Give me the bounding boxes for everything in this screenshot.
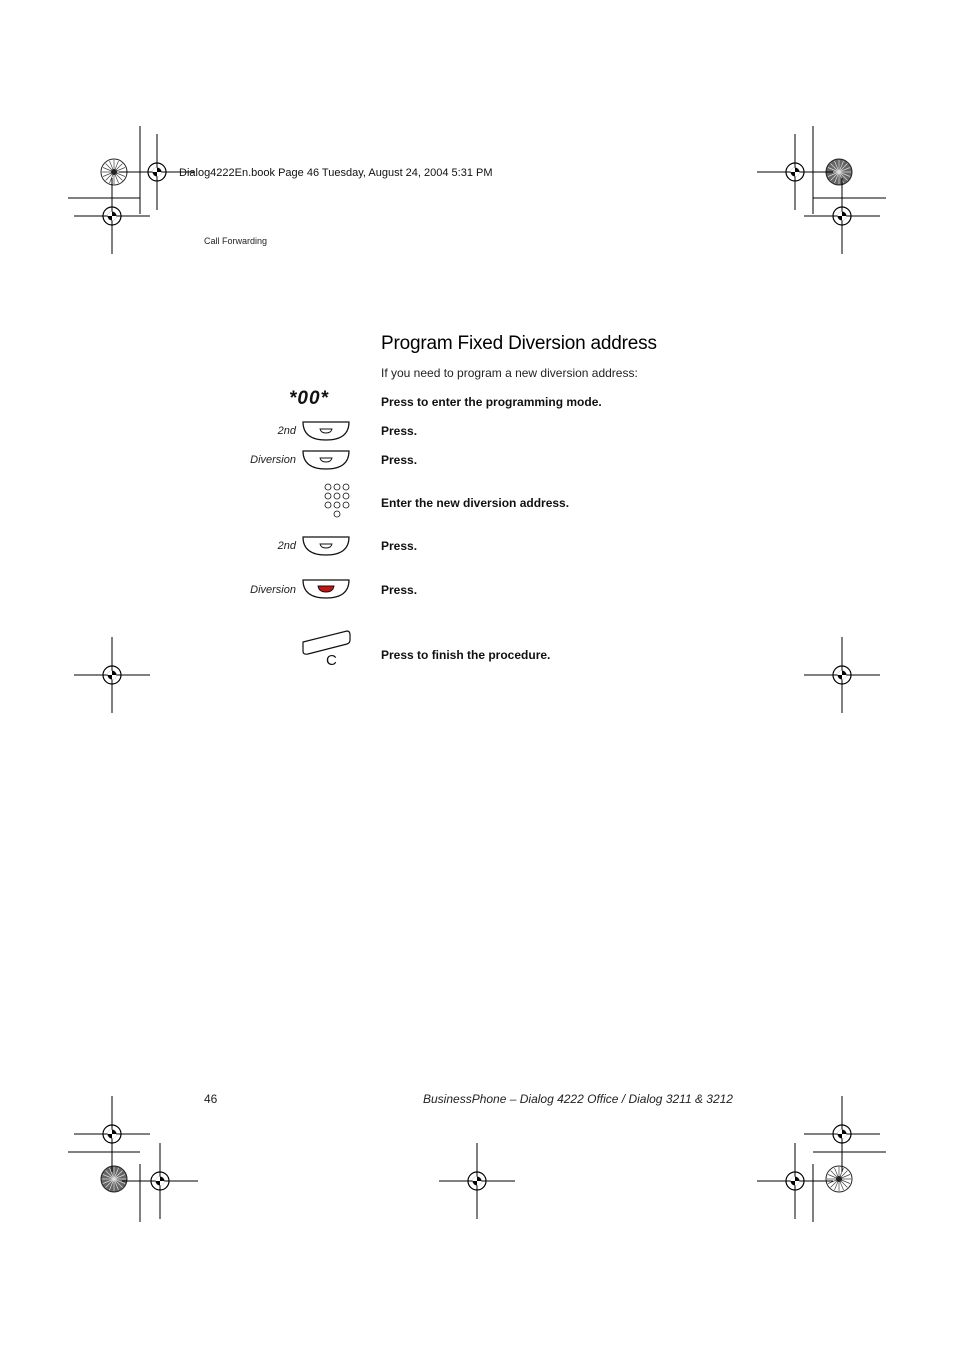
document-title: BusinessPhone – Dialog 4222 Office / Dialog 3211 & 3212 — [423, 1092, 733, 1106]
key-label-2nd: 2nd — [277, 540, 296, 552]
soft-key-icon — [302, 535, 350, 557]
step-text: Press. — [381, 453, 418, 467]
soft-key-icon — [302, 449, 350, 471]
key-label-diversion: Diversion — [250, 454, 296, 466]
star-code-icon: *00* — [289, 388, 329, 409]
step-text: Enter the new diversion address. — [381, 496, 570, 510]
page-number: 46 — [204, 1092, 218, 1106]
step-text: Press. — [381, 539, 418, 553]
step-text: Press. — [381, 424, 418, 438]
keypad-icon — [324, 482, 352, 520]
clear-key-label: C — [326, 652, 337, 669]
soft-key-icon — [302, 420, 350, 442]
soft-key-lit-icon — [302, 578, 350, 600]
step-text: Press. — [381, 583, 418, 597]
key-label-diversion: Diversion — [250, 584, 296, 596]
step-text: Press to finish the procedure. — [381, 648, 551, 662]
step-text: Press to enter the programming mode. — [381, 395, 602, 409]
print-header: Dialog4222En.book Page 46 Tuesday, August 24, 2004 5:31 PM — [179, 167, 493, 179]
intro-text: If you need to program a new diversion address: — [381, 366, 638, 380]
page-title: Program Fixed Diversion address — [381, 333, 657, 354]
section-label: Call Forwarding — [204, 236, 268, 246]
key-label-2nd: 2nd — [277, 425, 296, 437]
